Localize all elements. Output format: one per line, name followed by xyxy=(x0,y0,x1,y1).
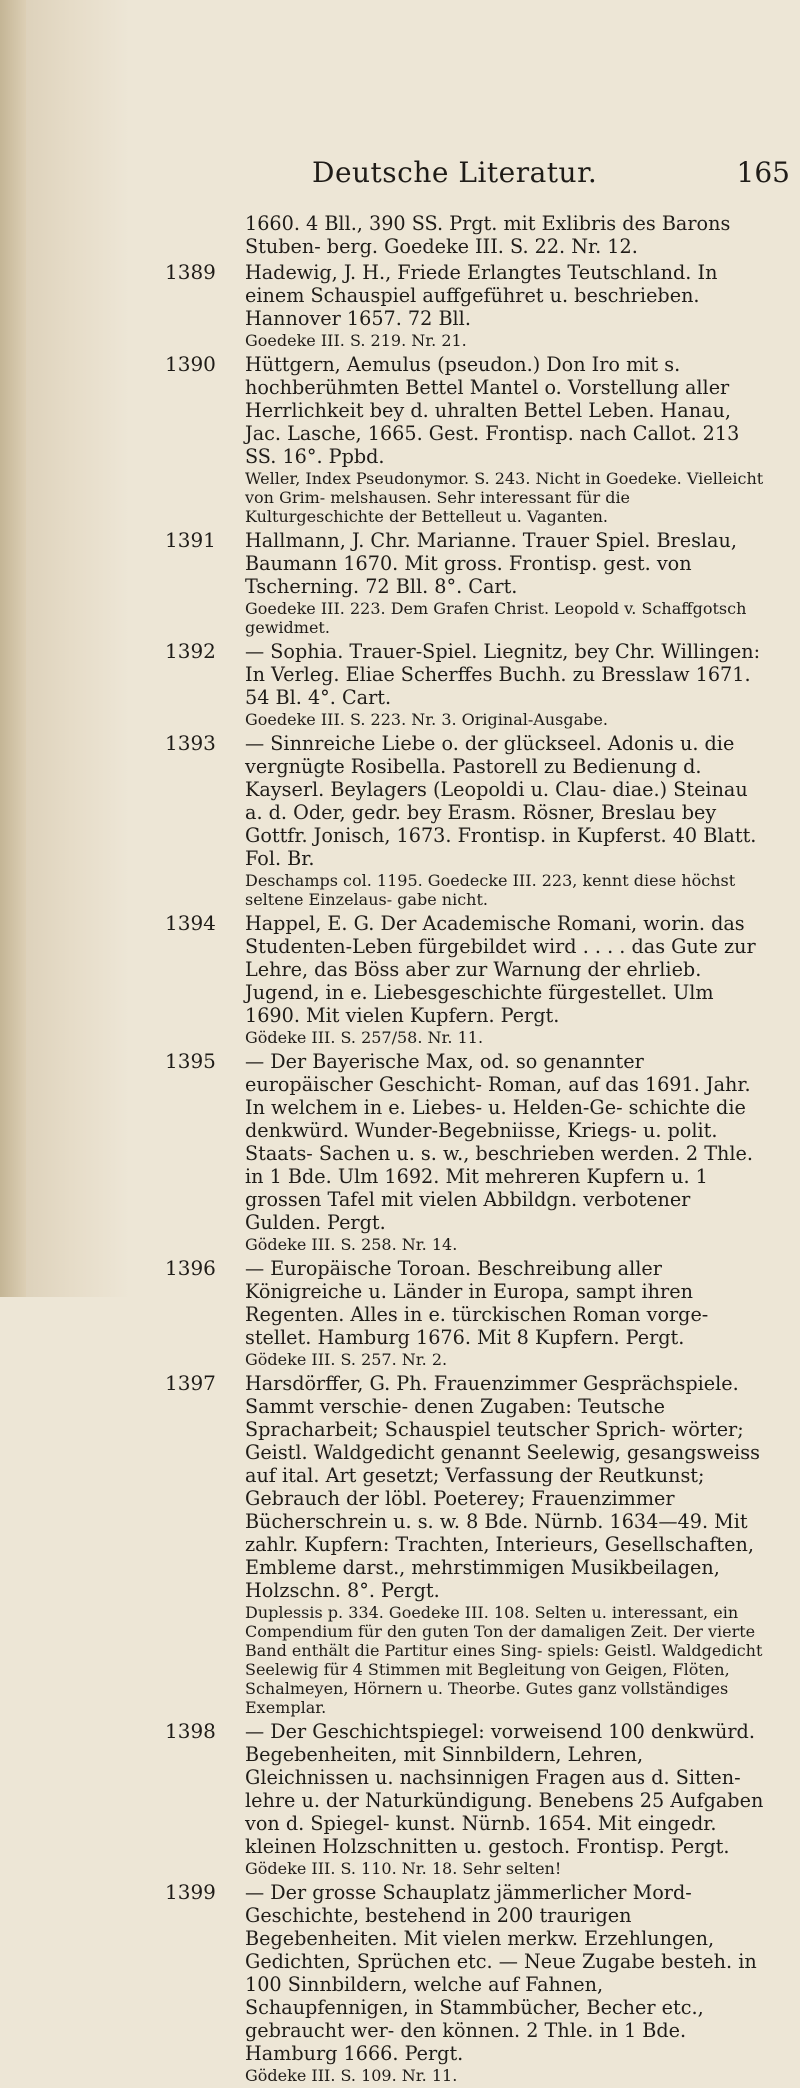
catalog-entry xyxy=(165,1372,770,1717)
catalog-entry xyxy=(165,640,770,729)
entry-number: 1399 xyxy=(165,1880,216,1904)
catalog-entry xyxy=(165,529,770,637)
entry-number: 1390 xyxy=(165,352,216,376)
catalog-entries xyxy=(165,212,770,2088)
catalog-entry xyxy=(165,1050,770,1254)
entry-text: Hallmann, J. Chr. Marianne. Trauer Spiel. Breslau, Baumann 1670. Mit gross. Frontisp. gest. von Tscherning. 72 Bll. 8°. Cart. xyxy=(245,529,737,598)
catalog-entry xyxy=(165,261,770,350)
entry-number: 1397 xyxy=(165,1371,216,1395)
running-title: Deutsche Literatur. xyxy=(312,156,598,189)
entry-reference: Goedeke III. S. 219. Nr. 21. xyxy=(245,331,467,350)
entry-number: 1394 xyxy=(165,911,216,935)
entry-number: 1398 xyxy=(165,1719,216,1743)
entry-text: 1660. 4 Bll., 390 SS. Prgt. mit Exlibris des Barons Stuben- berg. xyxy=(245,212,731,258)
entry-number: 1393 xyxy=(165,731,216,755)
entry-reference: Gödeke III. S. 110. Nr. 18. Sehr selten! xyxy=(245,1859,562,1878)
catalog-entry xyxy=(165,1257,770,1369)
entry-text: — Der grosse Schauplatz jämmerlicher Mord-Geschichte, bestehend in 200 traurigen Begebenheiten. Mit vielen merkw. Erzehlungen, Gedichten, Sprüchen etc. — Neue Zugabe besteh. in 100 Sinnbildern, welche auf Fahnen, Schaupfennigen, in Stammbücher, Becher etc., gebraucht wer- den können. 2 Thle. in 1 Bde. Hamburg 1666. Pergt. xyxy=(245,1881,757,2065)
entry-reference: Gödeke III. S. 258. Nr. 14. xyxy=(245,1235,458,1254)
catalog-entry xyxy=(165,1881,770,2085)
entry-text: — Europäische Toroan. Beschreibung aller Königreiche u. Länder in Europa, sampt ihren Regenten. Alles in e. türckischen Roman vorge- stellet. Hamburg 1676. Mit 8 Kupfern. Pergt. xyxy=(245,1257,709,1349)
entry-text: — Der Geschichtspiegel: vorweisend 100 denkwürd. Begebenheiten, mit Sinnbildern, Lehren, Gleichnissen u. nachsinnigen Fragen aus d. Sitten- lehre u. der Naturkündigung. Benebens 25 Aufgaben von d. Spiegel- kunst. Nürnb. 1654. Mit eingedr. kleinen Holzschnitten u. gestoch. Frontisp. Pergt. xyxy=(245,1720,764,1858)
entry-text: Happel, E. G. Der Academische Romani, worin. das Studenten-Leben fürgebildet wird . . . . das Gute zur Lehre, das Böss aber zur Warnung der ehrlieb. Jugend, in e. Liebesgeschichte fürgestellet. Ulm 1690. Mit vielen Kupfern. Pergt. xyxy=(245,912,756,1027)
entry-reference: Weller, Index Pseudonymor. S. 243. Nicht in Goedeke. Vielleicht von Grim- melshausen. Sehr interessant für die Kulturgeschichte der Bettelleut u. Vaganten. xyxy=(245,469,764,526)
entry-text: — Sinnreiche Liebe o. der glückseel. Adonis u. die vergnügte Rosibella. Pastorell zu Bedienung d. Kayserl. Beylagers (Leopoldi u. Clau- diae.) Steinau a. d. Oder, gedr. bey Erasm. Rösner, Breslau bey Gottfr. Jonisch, 1673. Frontisp. in Kupferst. 40 Blatt. Fol. Br. xyxy=(245,732,757,870)
entry-list xyxy=(165,261,770,2085)
entry-reference: Duplessis p. 334. Goedeke III. 108. Selten u. interessant, ein Compendium für den guten Ton der damaligen Zeit. Der vierte Band enthält die Partitur eines Sing- spiels: Geistl. Waldgedicht Seelewig für 4 Stimmen mit Begleitung von Geigen, Flöten, Schalmeyen, Hörnern u. Theorbe. Gutes ganz vollständiges Exemplar. xyxy=(245,1603,763,1717)
entry-reference: Gödeke III. S. 257/58. Nr. 11. xyxy=(245,1028,484,1047)
entry-reference: Deschamps col. 1195. Goedecke III. 223, kennt diese höchst seltene Einzelaus- gabe nicht. xyxy=(245,871,736,909)
entry-text: Harsdörffer, G. Ph. Frauenzimmer Gesprächspiele. Sammt verschie- denen Zugaben: Teutsche Spracharbeit; Schauspiel teutscher Sprich- wörter; Geistl. Waldgedicht genannt Seelewig, gesangsweiss auf ital. Art gesetzt; Verfassung der Reutkunst; Gebrauch der löbl. Poeterey; Frauenzimmer Bücherschrein u. s. w. 8 Bde. Nürnb. 1634—49. Mit zahlr. Kupfern: Trachten, Interieurs, Gesellschaften, Embleme darst., mehrstimmigen Musikbeilagen, Holzschn. 8°. Pergt. xyxy=(245,1372,760,1602)
entry-text: — Sophia. Trauer-Spiel. Liegnitz, bey Chr. Willingen: In Verleg. Eliae Scherffes Buchh. zu Bresslaw 1671. 54 Bl. 4°. Cart. xyxy=(245,640,761,709)
entry-text: Hüttgern, Aemulus (pseudon.) Don Iro mit s. hochberühmten Bettel Mantel o. Vorstellung aller Herrlichkeit bey d. uhralten Bettel Leben. Hanau, Jac. Lasche, 1665. Gest. Frontisp. nach Callot. 213 SS. 16°. Ppbd. xyxy=(245,353,740,468)
entry-number: 1389 xyxy=(165,260,216,284)
page-header xyxy=(250,156,790,196)
page-number: 165 xyxy=(736,156,790,189)
entry-number: 1391 xyxy=(165,528,216,552)
entry-reference: Gödeke III. S. 257. Nr. 2. xyxy=(245,1350,448,1369)
entry-reference: Gödeke III. S. 109. Nr. 11. xyxy=(245,2066,458,2085)
catalog-entry xyxy=(165,912,770,1047)
continued-entry xyxy=(165,212,770,258)
entry-reference: Goedeke III. S. 22. Nr. 12. xyxy=(384,235,638,258)
entry-number: 1395 xyxy=(165,1049,216,1073)
catalog-entry xyxy=(165,732,770,909)
entry-text: — Der Bayerische Max, od. so genannter europäischer Geschicht- Roman, auf das 1691. Jahr. In welchem in e. Liebes- u. Helden-Ge- schichte die denkwürd. Wunder-Begebniisse, Kriegs- u. polit. Staats- Sachen u. s. w., beschrieben werden. 2 Thle. in 1 Bde. Ulm 1692. Mit mehreren Kupfern u. 1 grossen Tafel mit vielen Abbildgn. verbotener Gulden. Pergt. xyxy=(245,1050,753,1234)
entry-text: Hadewig, J. H., Friede Erlangtes Teutschland. In einem Schauspiel auffgeführet u. beschrieben. Hannover 1657. 72 Bll. xyxy=(245,261,718,330)
catalog-entry xyxy=(165,353,770,526)
entry-number: 1392 xyxy=(165,639,216,663)
entry-reference: Goedeke III. S. 223. Nr. 3. Original-Ausgabe. xyxy=(245,710,608,729)
entry-reference: Goedeke III. 223. Dem Grafen Christ. Leopold v. Schaffgotsch gewidmet. xyxy=(245,599,747,637)
catalog-entry xyxy=(165,1720,770,1878)
entry-number: 1396 xyxy=(165,1256,216,1280)
